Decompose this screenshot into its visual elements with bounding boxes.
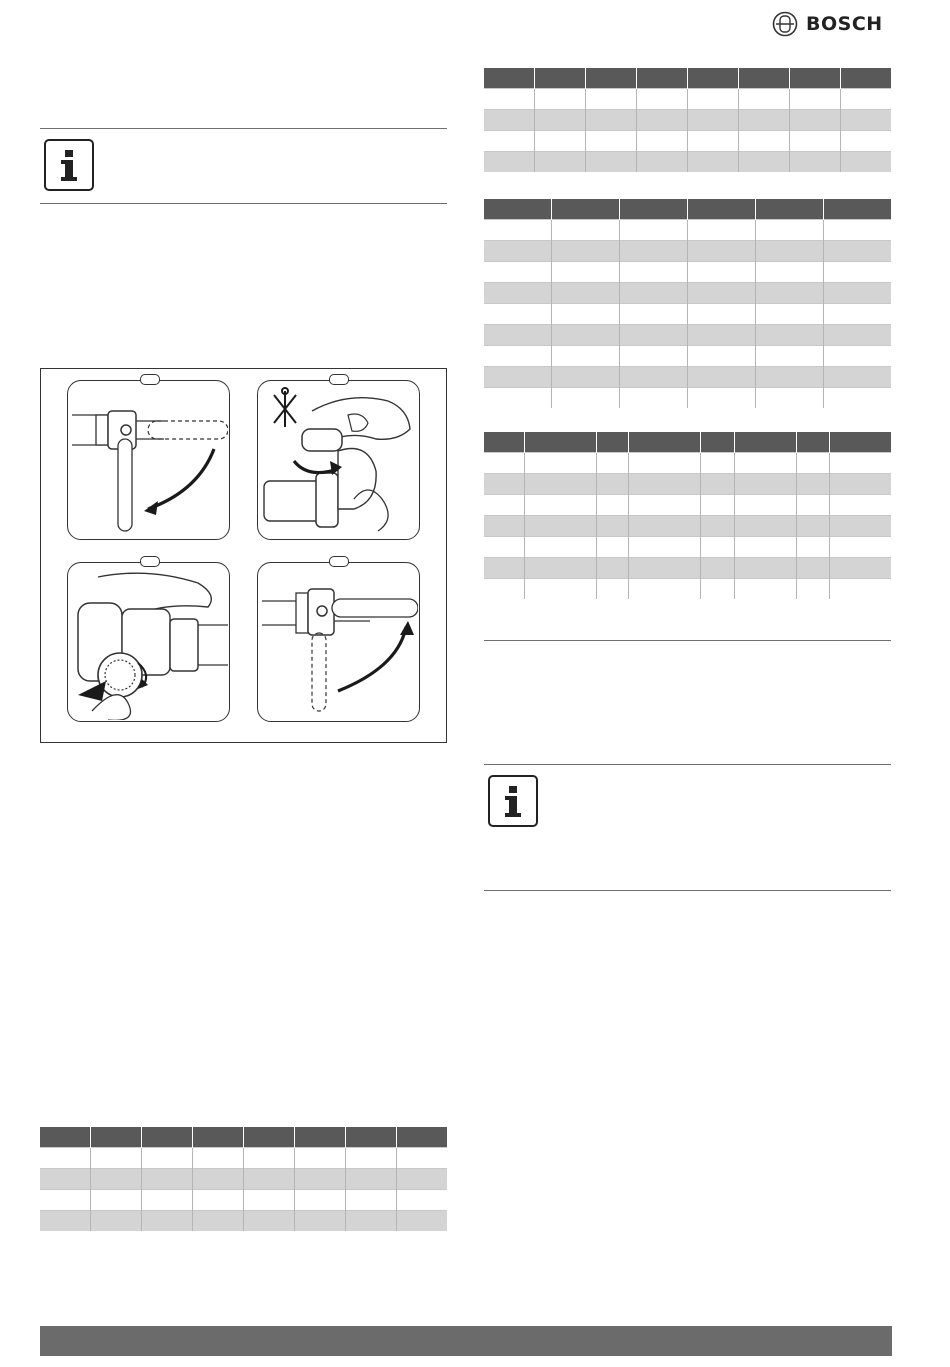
table-row <box>484 325 891 346</box>
table-row <box>484 241 891 262</box>
notice-bottom-rule <box>40 203 447 204</box>
valve-handle-down-icon <box>68 381 228 538</box>
footer-bar <box>40 1326 892 1356</box>
table-header-row <box>484 199 891 220</box>
table-row <box>484 367 891 388</box>
table-row <box>484 89 891 110</box>
filter-insert-icon <box>68 563 228 720</box>
no-tool-icon <box>258 381 418 538</box>
table-row <box>484 262 891 283</box>
table-row <box>484 474 891 495</box>
table-row <box>484 220 891 241</box>
info-notice-box-right <box>488 775 538 827</box>
table-header-row <box>40 1127 447 1148</box>
valve-handle-up-icon <box>258 563 418 720</box>
table-bottom-left <box>40 1127 447 1231</box>
figure-panel-4 <box>257 562 420 722</box>
info-icon <box>46 141 92 189</box>
table-row <box>484 131 891 152</box>
table-header-row <box>484 432 891 453</box>
panel-2-tab <box>329 374 349 385</box>
table-row <box>484 346 891 367</box>
table-row <box>484 495 891 516</box>
panel-1-tab <box>140 374 160 385</box>
panel-4-tab <box>329 556 349 567</box>
table-row <box>484 537 891 558</box>
section-rule <box>484 640 891 641</box>
info-notice-box <box>44 139 94 191</box>
table-row <box>484 152 891 173</box>
valve-figure <box>40 368 447 743</box>
table-row <box>40 1148 447 1169</box>
brand-logo <box>772 10 892 38</box>
table-row <box>40 1211 447 1232</box>
table-header-row <box>484 68 891 89</box>
table-top-right <box>484 68 891 172</box>
table-row <box>484 558 891 579</box>
table-row <box>484 516 891 537</box>
table-row <box>484 304 891 325</box>
brand-name: BOSCH <box>806 13 883 35</box>
table-row <box>484 388 891 409</box>
panel-3-tab <box>140 556 160 567</box>
notice-bottom-rule-right <box>484 890 891 891</box>
figure-panel-2 <box>257 380 420 540</box>
table-row <box>484 110 891 131</box>
table-row <box>484 453 891 474</box>
table-row <box>40 1169 447 1190</box>
figure-panel-1 <box>67 380 230 540</box>
notice-top-rule <box>40 128 447 129</box>
notice-top-rule-right <box>484 764 891 765</box>
info-icon <box>490 777 536 825</box>
table-row <box>40 1190 447 1211</box>
bosch-armature-icon <box>772 11 798 37</box>
table-row <box>484 579 891 600</box>
table-middle-right <box>484 199 891 408</box>
figure-panel-3 <box>67 562 230 722</box>
table-lower-right <box>484 432 891 599</box>
table-row <box>484 283 891 304</box>
